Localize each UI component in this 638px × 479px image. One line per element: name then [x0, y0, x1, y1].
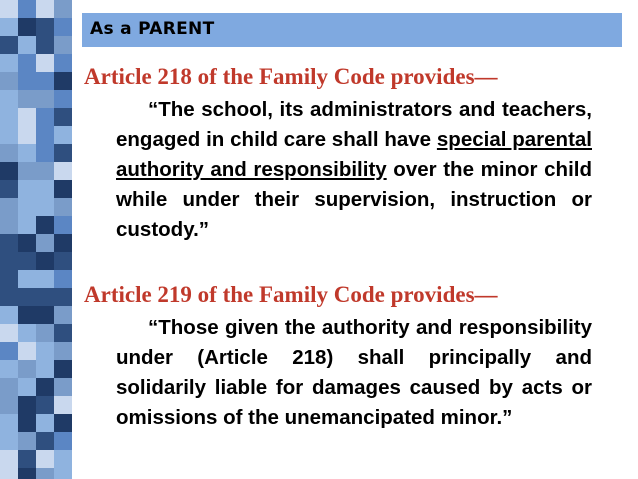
- mosaic-tile: [54, 432, 72, 450]
- mosaic-tile: [54, 180, 72, 198]
- mosaic-tile: [36, 288, 54, 306]
- mosaic-tile: [54, 72, 72, 90]
- mosaic-tile: [0, 396, 18, 414]
- mosaic-tile: [18, 360, 36, 378]
- mosaic-tile: [36, 0, 54, 18]
- mosaic-tile: [18, 450, 36, 468]
- mosaic-tile: [36, 54, 54, 72]
- mosaic-tile: [36, 270, 54, 288]
- mosaic-tile: [36, 324, 54, 342]
- mosaic-tile: [0, 216, 18, 234]
- mosaic-tile: [36, 396, 54, 414]
- mosaic-tile: [0, 360, 18, 378]
- mosaic-tile: [36, 216, 54, 234]
- mosaic-tile: [0, 306, 18, 324]
- mosaic-tile: [0, 378, 18, 396]
- mosaic-tile: [36, 36, 54, 54]
- section-header-bar: [82, 13, 622, 47]
- mosaic-tile: [18, 216, 36, 234]
- mosaic-tile: [0, 432, 18, 450]
- mosaic-tile: [18, 468, 36, 479]
- mosaic-tile: [0, 108, 18, 126]
- mosaic-tile: [36, 234, 54, 252]
- slide-content: [72, 0, 638, 479]
- mosaic-tile: [18, 180, 36, 198]
- mosaic-tile: [54, 0, 72, 18]
- mosaic-tile: [54, 342, 72, 360]
- mosaic-tile: [36, 90, 54, 108]
- mosaic-tile: [36, 144, 54, 162]
- mosaic-tile: [18, 126, 36, 144]
- article-218-quote-open: “The school, its administrators and teachers, engaged in child care shall have: [116, 98, 592, 151]
- mosaic-tile: [18, 252, 36, 270]
- mosaic-tile: [18, 144, 36, 162]
- mosaic-tile: [0, 72, 18, 90]
- mosaic-tile: [18, 90, 36, 108]
- mosaic-tile: [18, 342, 36, 360]
- mosaic-tile: [54, 324, 72, 342]
- mosaic-tile: [54, 90, 72, 108]
- mosaic-tile: [0, 414, 18, 432]
- mosaic-tile: [0, 144, 18, 162]
- mosaic-tile: [54, 468, 72, 479]
- mosaic-tile: [36, 198, 54, 216]
- mosaic-tile: [0, 0, 18, 18]
- mosaic-tile: [18, 324, 36, 342]
- mosaic-tile: [36, 414, 54, 432]
- mosaic-tile: [0, 342, 18, 360]
- mosaic-tile: [18, 306, 36, 324]
- article-218-heading: Article 218 of the Family Code provides—: [84, 64, 498, 89]
- mosaic-tile: [0, 36, 18, 54]
- mosaic-tile: [54, 450, 72, 468]
- mosaic-tile: [54, 54, 72, 72]
- article-218-quote-underlined: special parental authority and responsibility: [116, 128, 592, 181]
- mosaic-tile: [18, 18, 36, 36]
- mosaic-tile: [36, 378, 54, 396]
- mosaic-tile: [0, 180, 18, 198]
- article-219-heading: Article 219 of the Family Code provides—: [84, 282, 498, 307]
- mosaic-tile: [0, 234, 18, 252]
- mosaic-tile: [18, 0, 36, 18]
- article-218-quote-close: over the minor child while under their supervision, instruction or custody.”: [116, 158, 592, 241]
- mosaic-tile: [18, 198, 36, 216]
- mosaic-tile: [54, 288, 72, 306]
- mosaic-tile: [36, 360, 54, 378]
- mosaic-tile: [54, 198, 72, 216]
- section-title: As a PARENT: [90, 19, 215, 39]
- mosaic-tile: [18, 72, 36, 90]
- mosaic-tile: [18, 270, 36, 288]
- mosaic-tile: [0, 198, 18, 216]
- mosaic-tile: [54, 234, 72, 252]
- mosaic-tile: [54, 108, 72, 126]
- mosaic-tile: [54, 270, 72, 288]
- mosaic-tile: [54, 126, 72, 144]
- mosaic-tile: [0, 18, 18, 36]
- mosaic-tile: [18, 432, 36, 450]
- mosaic-tile: [36, 252, 54, 270]
- article-219-quote: [116, 313, 592, 433]
- mosaic-tile: [54, 18, 72, 36]
- mosaic-tile: [0, 252, 18, 270]
- mosaic-tile: [18, 36, 36, 54]
- mosaic-tile: [0, 450, 18, 468]
- mosaic-tile: [36, 18, 54, 36]
- mosaic-tile: [0, 54, 18, 72]
- mosaic-tile: [36, 306, 54, 324]
- mosaic-tile: [36, 342, 54, 360]
- mosaic-tile: [36, 72, 54, 90]
- mosaic-tile: [36, 108, 54, 126]
- article-219-quote-text: “Those given the authority and responsibility under (Article 218) shall principally and solidarily liable for damages caused by acts or omissions of the unemancipated minor.”: [116, 316, 592, 429]
- mosaic-tile: [18, 288, 36, 306]
- mosaic-tile: [36, 180, 54, 198]
- mosaic-tile: [0, 90, 18, 108]
- mosaic-tile: [0, 126, 18, 144]
- mosaic-tile: [0, 162, 18, 180]
- mosaic-tile: [18, 396, 36, 414]
- decorative-mosaic-border: [0, 0, 72, 479]
- mosaic-tile: [36, 468, 54, 479]
- article-218-quote: [116, 95, 592, 245]
- mosaic-tile: [36, 432, 54, 450]
- mosaic-tile: [0, 270, 18, 288]
- mosaic-tile: [0, 468, 18, 479]
- mosaic-tile: [54, 306, 72, 324]
